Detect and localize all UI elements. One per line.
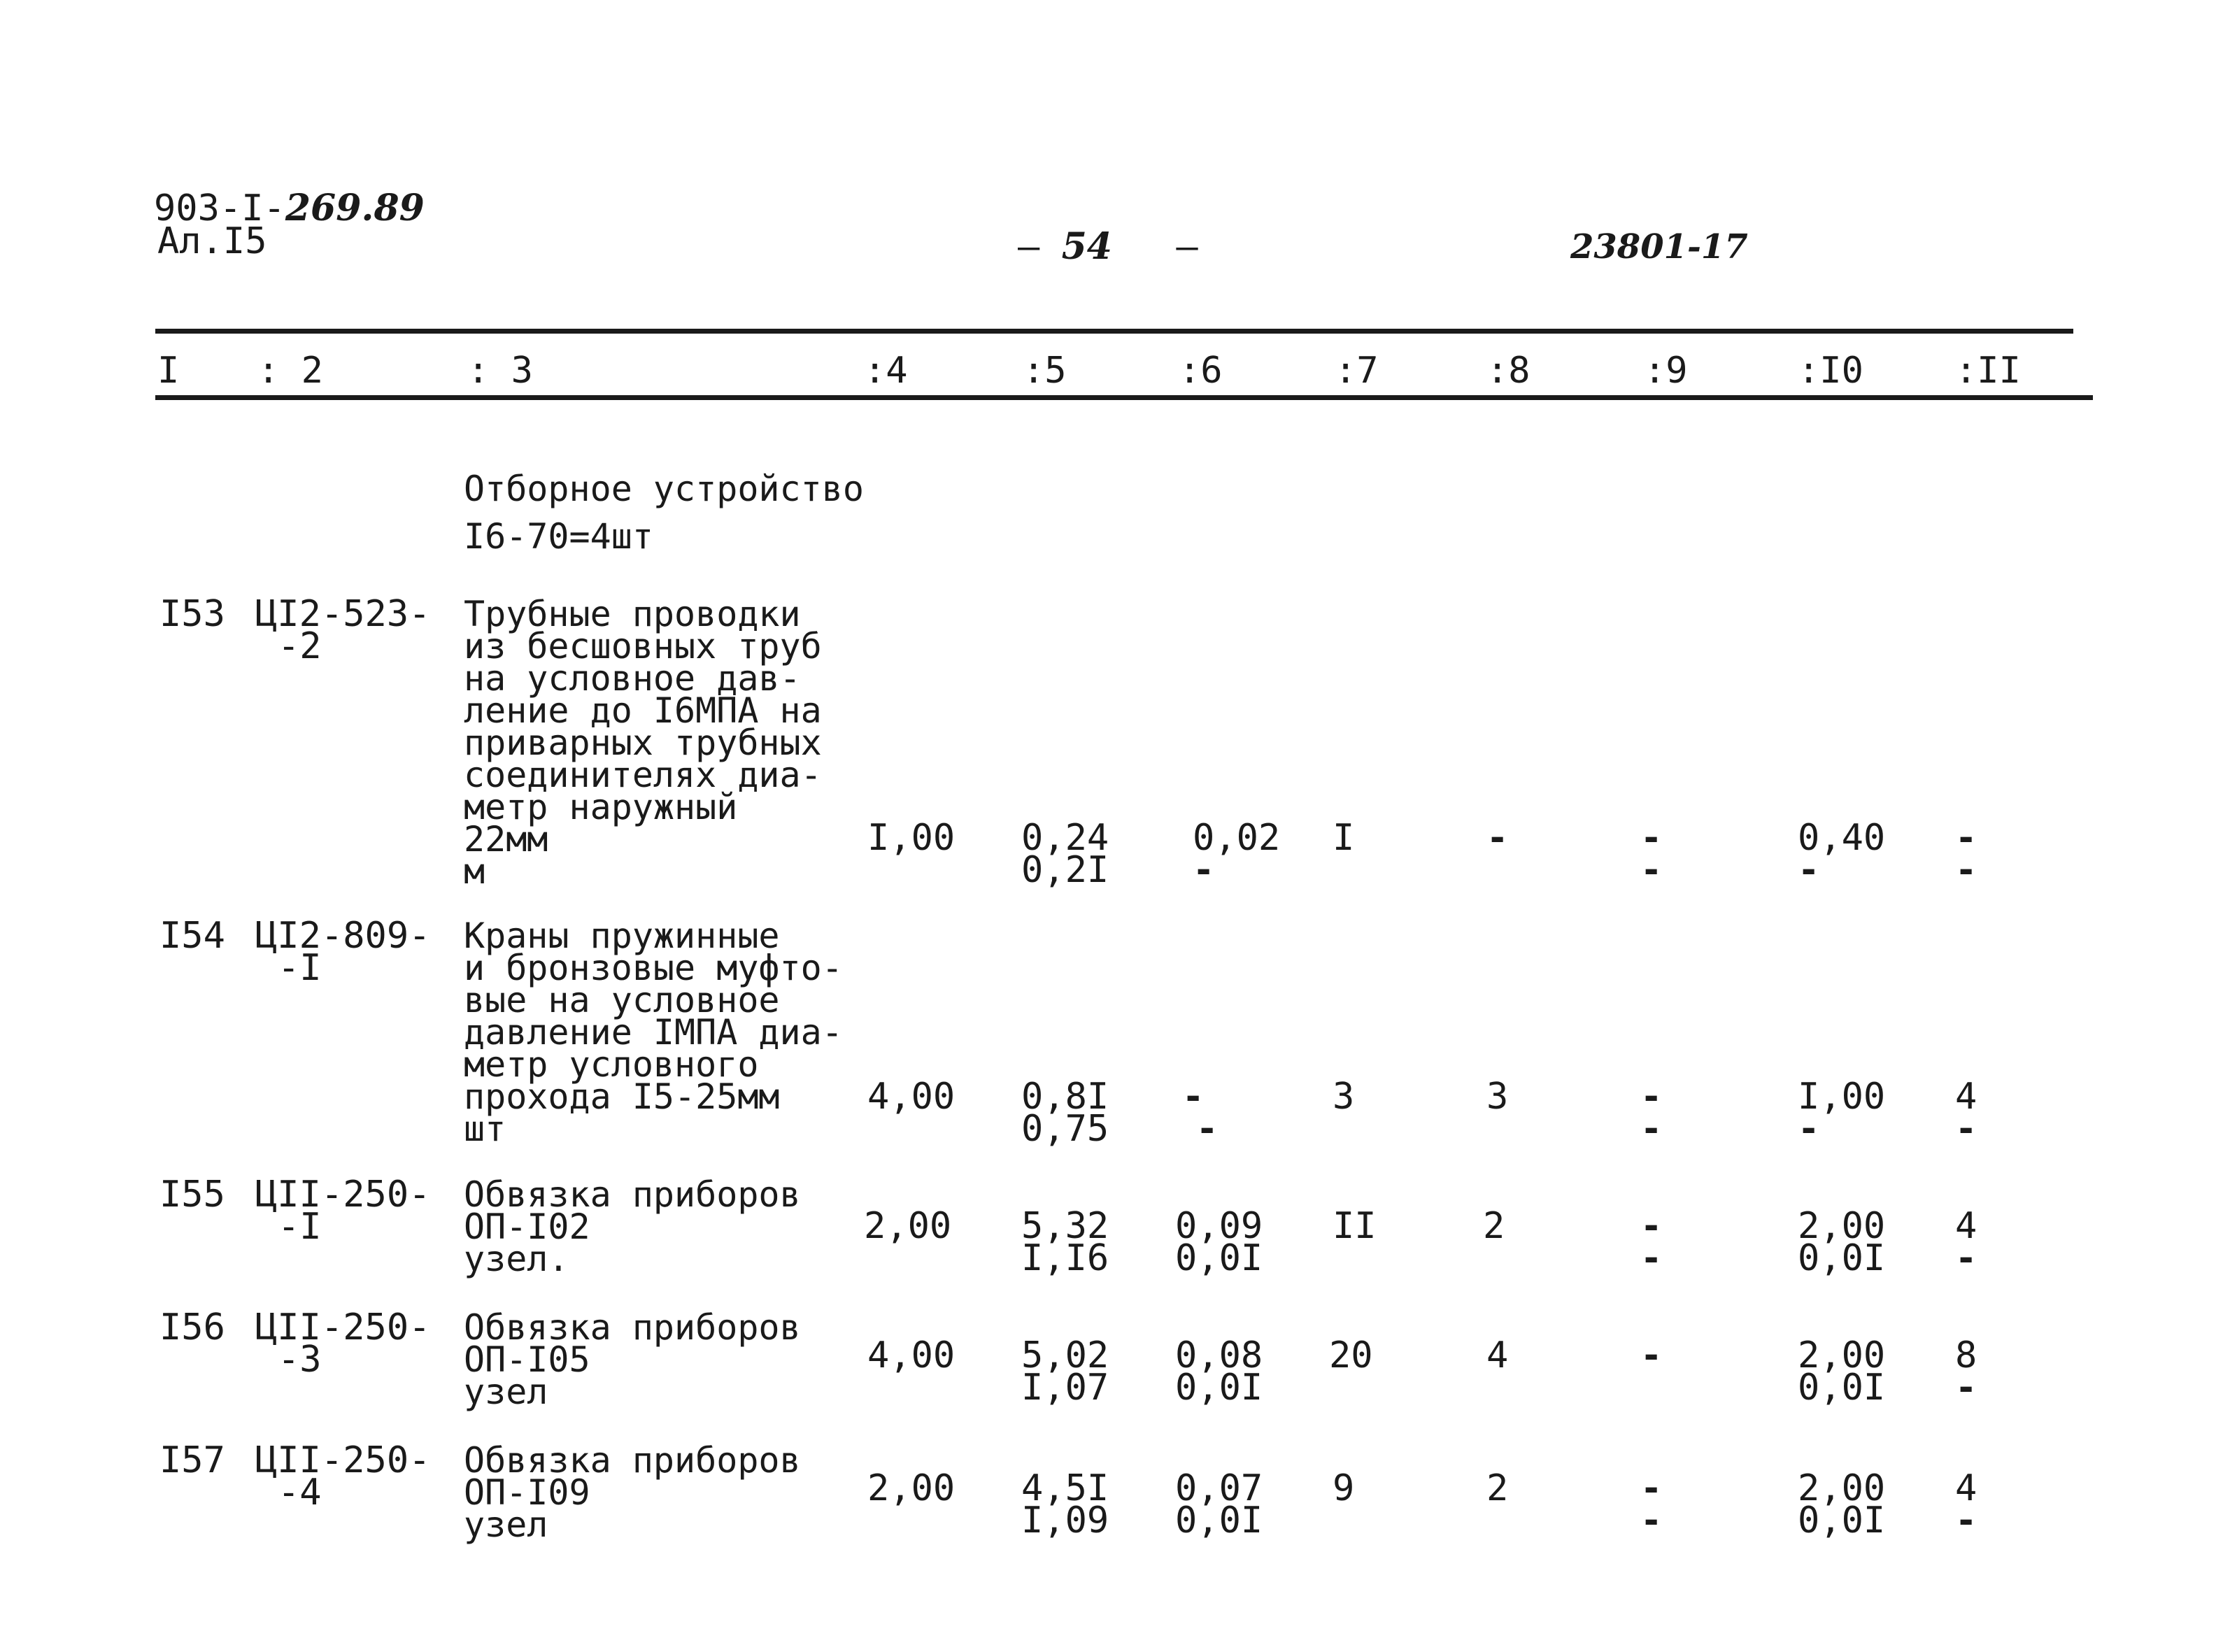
row-description: Краны пружинные и бронзовые муфто- вые на условное давление IМПА диа- метр условного прохода I5-25мм шт [464, 916, 843, 1149]
cell-col5: 5,32 I,I6 [1021, 1205, 1109, 1279]
cell-col8: 3 [1486, 1076, 1509, 1118]
column-header-3: : 3 [467, 350, 533, 392]
cell-col8: 2 [1486, 1467, 1509, 1509]
row-description: Обвязка приборов ОП-I09 узел [464, 1440, 801, 1545]
row-number: I56 [159, 1306, 225, 1348]
document-code-handwritten: 269.89 [285, 187, 425, 229]
row-code: ЦII-250- -3 [255, 1306, 431, 1381]
section-note-line: Отборное устройство [464, 469, 864, 509]
cell-col7: I [1333, 817, 1355, 859]
cell-col9: - - [1640, 1467, 1663, 1541]
cell-col6: 0,09 0,0I [1175, 1205, 1263, 1279]
cell-col10: 2,00 0,0I [1798, 1467, 1886, 1541]
cell-col11: 4 - [1955, 1205, 1977, 1279]
cell-col10: 2,00 0,0I [1798, 1205, 1886, 1279]
column-header-6: :6 [1179, 350, 1223, 392]
column-header-11: :II [1955, 350, 2021, 392]
cell-col9: - [1640, 1334, 1663, 1376]
cell-col5: 0,8I 0,75 [1021, 1076, 1109, 1150]
cell-col10: I,00 - [1798, 1076, 1886, 1150]
cell-col8: 4 [1486, 1334, 1509, 1376]
row-code: ЦII-250- -4 [255, 1439, 431, 1514]
document-code-printed: 903-I- [154, 187, 285, 229]
cell-col6: 0,07 0,0I [1175, 1467, 1263, 1541]
cell-col4: I,00 [867, 817, 956, 859]
row-code: ЦI2-523- -2 [255, 593, 431, 667]
column-header-9: :9 [1644, 350, 1688, 392]
page-number: – 54 – [1018, 225, 1198, 268]
cell-col9: - - [1640, 817, 1663, 891]
row-number: I55 [159, 1174, 225, 1216]
column-header-1: I [157, 350, 180, 392]
row-description: Обвязка приборов ОП-I02 узел. [464, 1174, 801, 1279]
cell-col4: 4,00 [867, 1334, 956, 1376]
top-rule [155, 329, 2073, 334]
column-header-10: :I0 [1798, 350, 1863, 392]
cell-col11: 4 - [1955, 1076, 1977, 1150]
cell-col5: 5,02 I,07 [1021, 1334, 1109, 1409]
cell-col8: 2 [1483, 1205, 1505, 1247]
cell-col5: 4,5I I,09 [1021, 1467, 1109, 1541]
cell-col5: 0,24 0,2I [1021, 817, 1109, 891]
row-description: Трубные проводки из бесшовных труб на условное дав- ление до I6МПА на приварных трубных соединителях диа- метр наружный 22мм м [464, 594, 822, 892]
cell-col7: 9 [1333, 1467, 1355, 1509]
cell-col4: 2,00 [864, 1205, 952, 1247]
cell-col11: 8 - [1955, 1334, 1977, 1409]
column-header-8: :8 [1486, 350, 1531, 392]
cell-col4: 2,00 [867, 1467, 956, 1509]
row-code: ЦII-250- -I [255, 1174, 431, 1248]
column-header-5: :5 [1023, 350, 1067, 392]
cell-col7: II [1333, 1205, 1377, 1247]
section-note-line: I6-70=4шт [464, 516, 653, 557]
row-description: Обвязка приборов ОП-I05 узел [464, 1307, 801, 1412]
cell-col7: 20 [1329, 1334, 1373, 1376]
cell-col6: 0,02 - [1193, 817, 1281, 891]
row-number: I53 [159, 593, 225, 635]
cell-col11: - - [1955, 817, 1977, 891]
header-bottom-rule [155, 395, 2093, 400]
column-header-2: : 2 [257, 350, 323, 392]
section-note [464, 465, 864, 560]
cell-col6: - - [1182, 1076, 1219, 1150]
row-number: I54 [159, 915, 225, 957]
sheet-label: Ал.I5 [157, 220, 267, 262]
row-number: I57 [159, 1439, 225, 1481]
document-number: 23801-17 [1570, 227, 1748, 266]
column-header-7: :7 [1335, 350, 1379, 392]
cell-col10: 2,00 0,0I [1798, 1334, 1886, 1409]
cell-col9: - - [1640, 1205, 1663, 1279]
cell-col6: 0,08 0,0I [1175, 1334, 1263, 1409]
cell-col8: - [1486, 817, 1509, 859]
cell-col9: - - [1640, 1076, 1663, 1150]
row-code: ЦI2-809- -I [255, 915, 431, 989]
cell-col10: 0,40 - [1798, 817, 1886, 891]
cell-col4: 4,00 [867, 1076, 956, 1118]
cell-col11: 4 - [1955, 1467, 1977, 1541]
column-header-4: :4 [864, 350, 908, 392]
cell-col7: 3 [1333, 1076, 1355, 1118]
